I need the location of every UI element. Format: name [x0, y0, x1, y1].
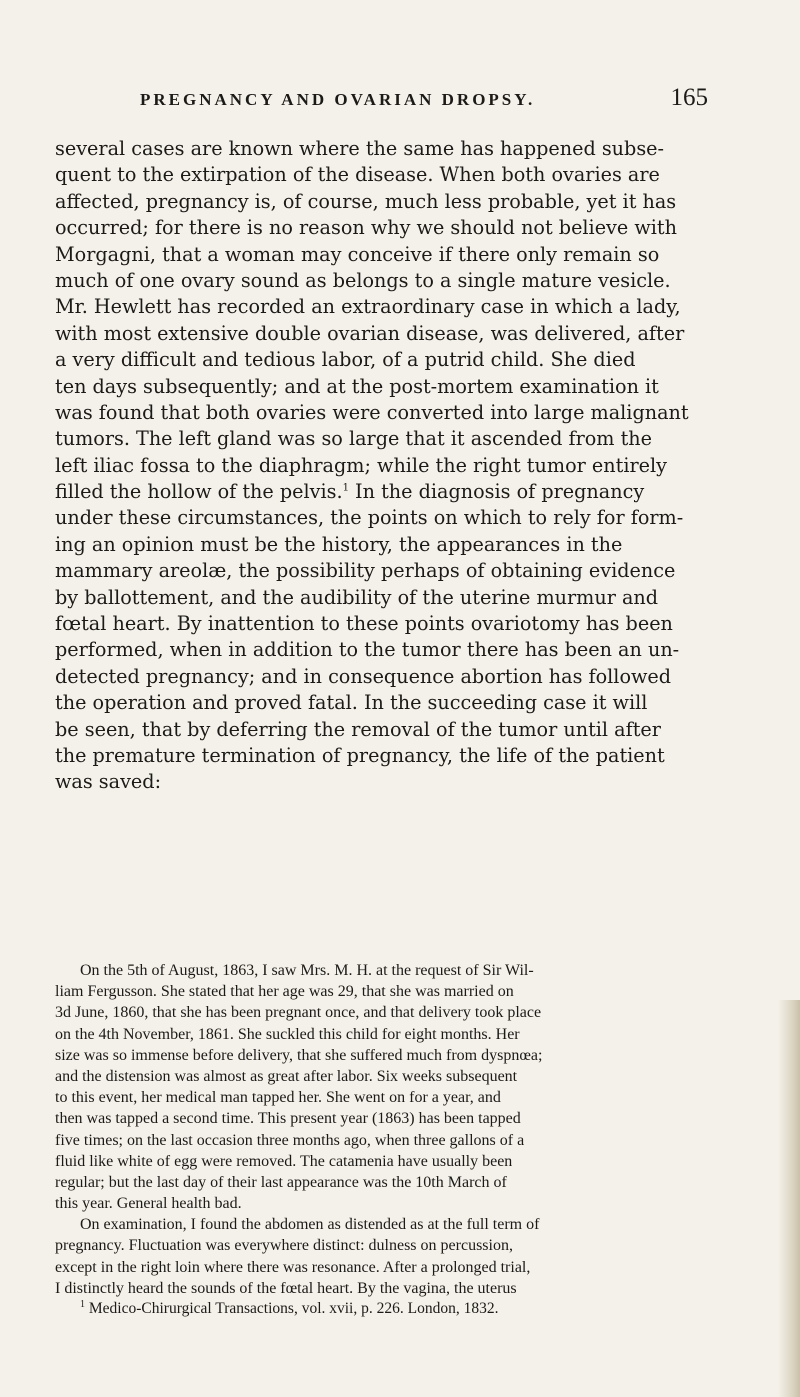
text-line: be seen, that by deferring the removal of the tumor until after [55, 717, 661, 741]
case-line: to this event, her medical man tapped her. She went on for a year, and [55, 1089, 501, 1107]
case-line: fluid like white of egg were removed. The catamenia have usually been [55, 1152, 513, 1170]
text-line: was found that both ovaries were converted into large malignant [55, 400, 689, 424]
text-line: Morgagni, that a woman may conceive if there only remain so [55, 242, 660, 266]
text-line: by ballottement, and the audibility of the uterine murmur and [55, 585, 659, 609]
case-line: regular; but the last day of their last appearance was the 10th March of [55, 1173, 507, 1191]
text-line: left iliac fossa to the diaphragm; while the right tumor entirely [55, 453, 667, 477]
case-line: on the 4th November, 1861. She suckled this child for eight months. Her [55, 1025, 520, 1043]
case-report [55, 960, 715, 1299]
case-line: On the 5th of August, 1863, I saw Mrs. M. H. at the request of Sir Wil- [80, 962, 534, 979]
case-line: five times; on the last occasion three months ago, when three gallons of a [55, 1131, 525, 1149]
text-fragment: filled the hollow of the pelvis. [55, 480, 343, 504]
text-line: fœtal heart. By inattention to these points ovariotomy has been [55, 612, 673, 636]
case-line: this year. General health bad. [55, 1195, 242, 1213]
case-line: On examination, I found the abdomen as distended as at the full term of [80, 1216, 540, 1234]
text-line: performed, when in addition to the tumor there has been an un- [55, 638, 680, 662]
case-line: pregnancy. Fluctuation was everywhere distinct: dulness on percussion, [55, 1237, 513, 1255]
page-number: 165 [670, 84, 708, 111]
main-paragraph [55, 136, 715, 796]
text-line: several cases are known where the same has happened subse- [55, 137, 665, 160]
text-line-with-footnote [55, 479, 715, 505]
footnote [80, 1300, 720, 1318]
text-line: detected pregnancy; and in consequence abortion has followed [55, 664, 672, 688]
text-line: the premature termination of pregnancy, the life of the patient [55, 743, 665, 767]
text-line: mammary areolæ, the possibility perhaps of obtaining evidence [55, 559, 676, 583]
footnote-reference[interactable]: 1 [342, 482, 349, 494]
text-line: ing an opinion must be the history, the appearances in the [55, 532, 623, 556]
text-line: the operation and proved fatal. In the succeeding case it will [55, 691, 648, 715]
case-line: size was so immense before delivery, that she suffered much from dyspnœa; [55, 1046, 543, 1064]
case-line: I distinctly heard the sounds of the fœtal heart. By the vagina, the uterus [55, 1279, 517, 1297]
text-line: ten days subsequently; and at the post-mortem examination it [55, 374, 659, 398]
text-line: was saved: [55, 770, 162, 794]
case-line: 3d June, 1860, that she has been pregnant once, and that delivery took place [55, 1004, 542, 1022]
text-fragment: In the diagnosis of pregnancy [348, 480, 645, 504]
text-line: under these circumstances, the points on which to rely for form- [55, 506, 684, 530]
page-binding-edge [778, 1000, 800, 1397]
case-line: then was tapped a second time. This present year (1863) has been tapped [55, 1110, 521, 1128]
text-line: Mr. Hewlett has recorded an extraordinary case in which a lady, [55, 295, 681, 319]
page-header [0, 84, 708, 120]
text-line: with most extensive double ovarian disease, was delivered, after [55, 321, 685, 345]
footnote-text: Medico-Chirurgical Transactions, vol. xvii, p. 226. London, 1832. [88, 1300, 499, 1317]
footnote-marker: 1 [80, 1298, 85, 1310]
text-line: affected, pregnancy is, of course, much less probable, yet it has [55, 189, 677, 213]
case-line: except in the right loin where there was resonance. After a prolonged trial, [55, 1258, 531, 1276]
case-line: liam Fergusson. She stated that her age was 29, that she was married on [55, 983, 514, 1001]
text-line: occurred; for there is no reason why we should not believe with [55, 216, 677, 240]
case-line: and the distension was almost as great after labor. Six weeks subsequent [55, 1067, 518, 1085]
text-line: a very difficult and tedious labor, of a putrid child. She died [55, 348, 636, 372]
text-line: quent to the extirpation of the disease. When both ovaries are [55, 163, 660, 187]
text-line: tumors. The left gland was so large that it ascended from the [55, 427, 653, 451]
text-line: much of one ovary sound as belongs to a single mature vesicle. [55, 268, 671, 292]
running-head: PREGNANCY AND OVARIAN DROPSY. [140, 90, 536, 109]
